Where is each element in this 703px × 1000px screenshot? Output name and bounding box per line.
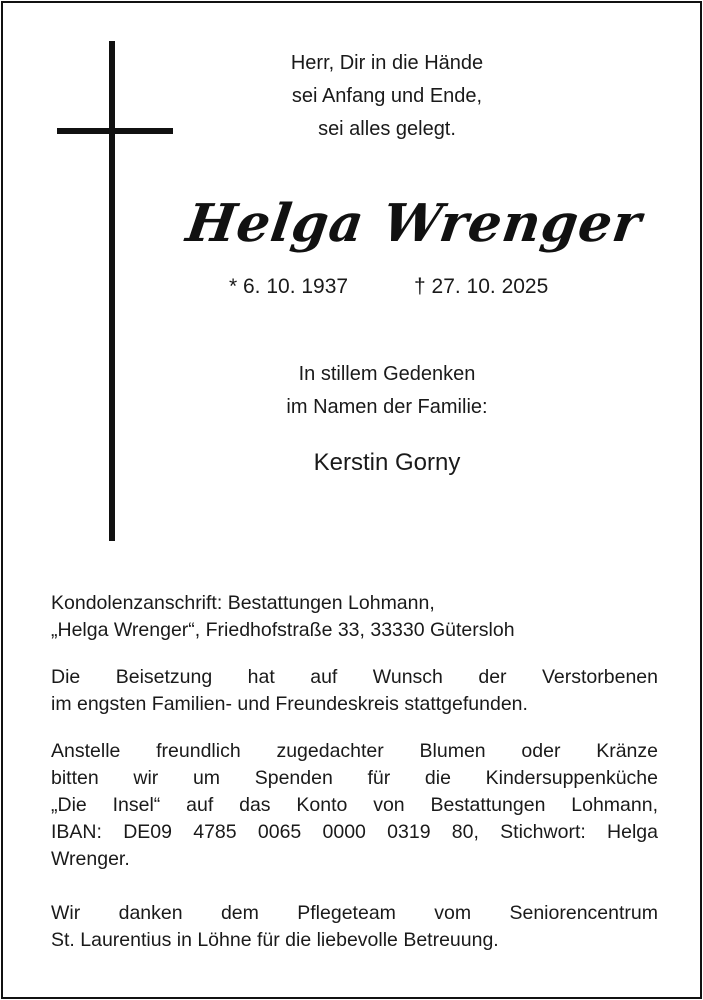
condolence-address [51, 590, 658, 644]
cross-icon [109, 41, 115, 541]
donation-notice [51, 738, 658, 873]
donation-line-4: IBAN: DE09 4785 0065 0000 0319 80, Stichwort: Helga [51, 821, 658, 843]
verse-line-3: sei alles gelegt. [318, 118, 456, 140]
memory-line-1: In stillem Gedenken [298, 363, 476, 385]
thanks-line-2: St. Laurentius in Löhne für die liebevolle Betreuung. [51, 929, 499, 951]
thanks-line-1: Wir danken dem Pflegeteam vom Seniorencentrum [51, 902, 658, 924]
memory-text [217, 358, 557, 424]
condolence-line-1: Kondolenzanschrift: Bestattungen Lohmann, [51, 592, 435, 614]
burial-notice [51, 664, 658, 718]
cross-bar [57, 128, 173, 134]
burial-line-2: im engsten Familien- und Freundeskreis stattgefunden. [51, 693, 528, 715]
signer-name: Kerstin Gorny [313, 449, 461, 476]
donation-line-2: bitten wir um Spenden für die Kindersuppenküche [51, 767, 658, 789]
verse [217, 47, 557, 146]
death-date: † 27. 10. 2025 [414, 275, 549, 298]
birth-date: * 6. 10. 1937 [229, 275, 349, 298]
donation-line-3: „Die Insel“ auf das Konto von Bestattungen Lohmann, [51, 794, 658, 816]
thanks-notice [51, 900, 658, 954]
verse-line-1: Herr, Dir in die Hände [290, 52, 484, 74]
deceased-name: Helga Wrenger [182, 193, 646, 254]
verse-line-2: sei Anfang und Ende, [291, 85, 483, 107]
donation-line-1: Anstelle freundlich zugedachter Blumen oder Kränze [51, 740, 658, 762]
condolence-line-2: „Helga Wrenger“, Friedhofstraße 33, 33330 Gütersloh [51, 619, 515, 641]
obituary-frame [1, 1, 702, 999]
memory-line-2: im Namen der Familie: [286, 396, 488, 418]
donation-line-5: Wrenger. [51, 848, 130, 870]
burial-line-1: Die Beisetzung hat auf Wunsch der Verstorbenen [51, 666, 658, 688]
